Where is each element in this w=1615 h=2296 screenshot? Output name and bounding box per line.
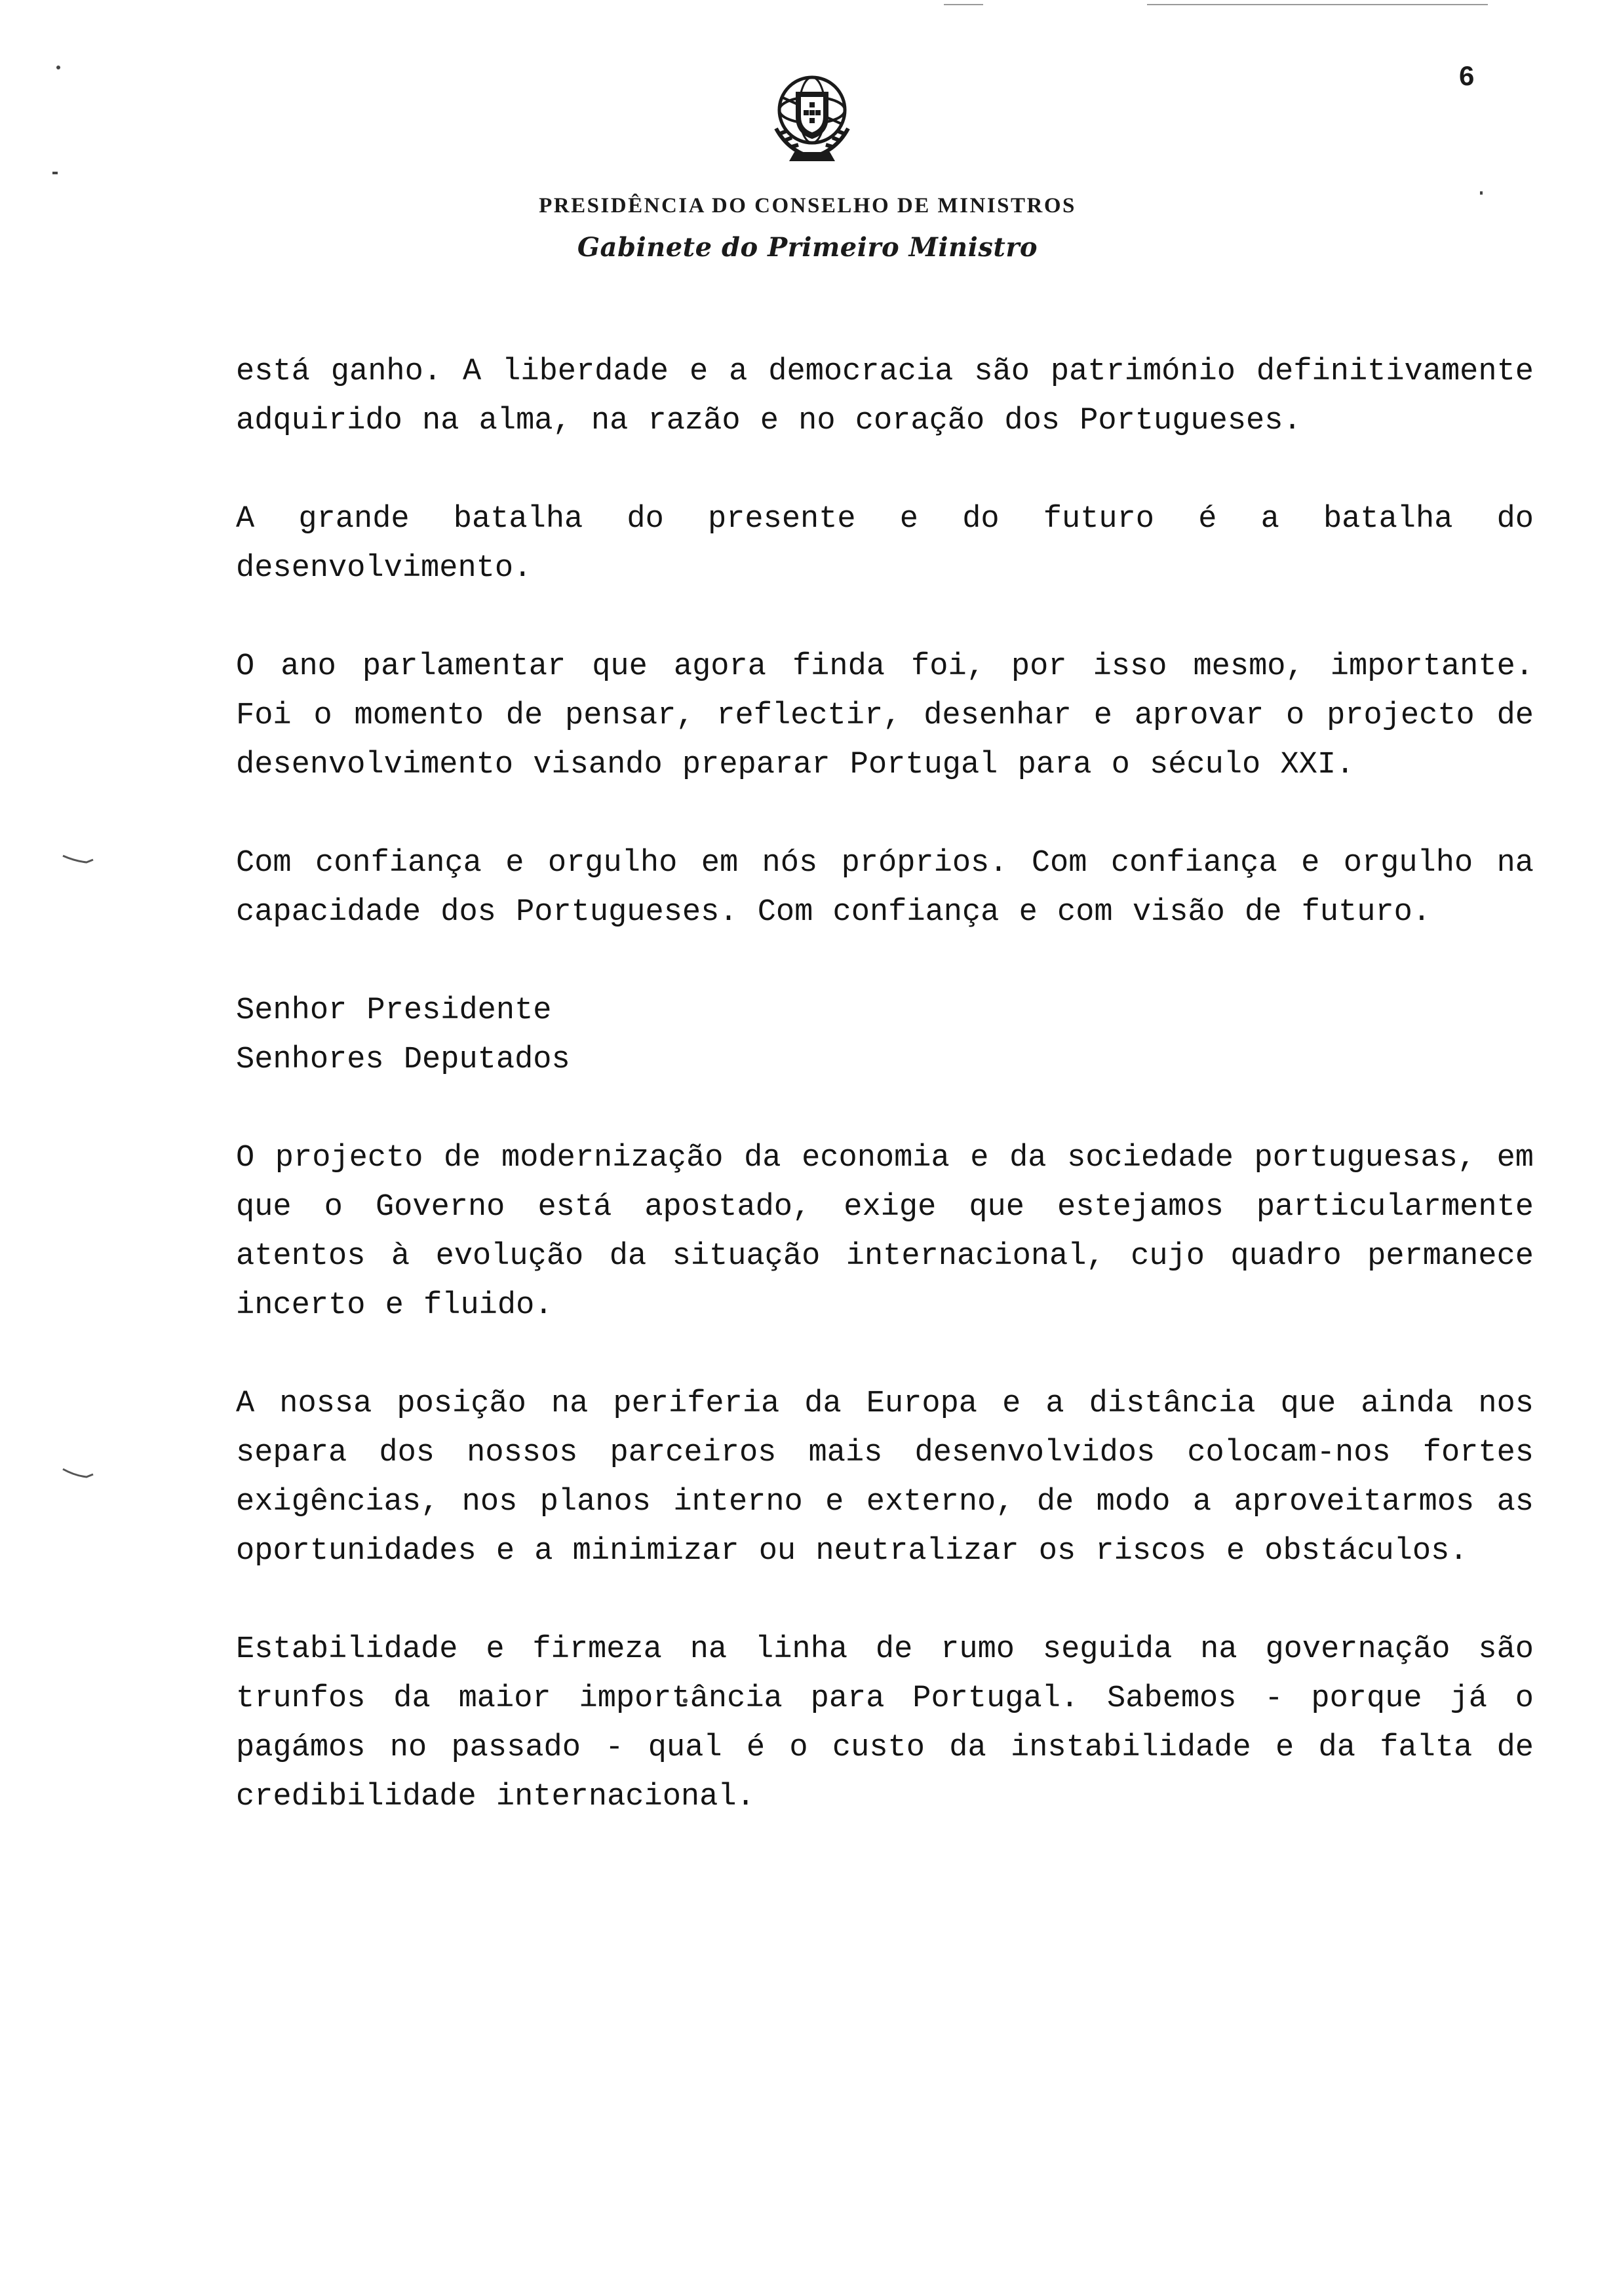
office-subheading: Gabinete do Primeiro Ministro [577, 232, 1038, 263]
paragraph: Com confiança e orgulho em nós próprios. Com confiança e orgulho na capacidade dos Portugueses. Com confiança e com visão de futuro. [236, 846, 1534, 930]
margin-mark [60, 852, 100, 865]
portuguese-coat-of-arms-icon [762, 66, 863, 164]
document-body [236, 347, 1534, 1871]
salutation-line: Senhor Presidente [236, 993, 552, 1028]
scan-artifact-line [944, 4, 983, 5]
paragraph: O projecto de modernização da economia e da sociedade portuguesas, em que o Governo está apostado, exige que estejamos particularmente atentos à evolução da situação internacional, cujo quadro permanece incerto e fluido. [236, 1141, 1534, 1323]
paragraph: O ano parlamentar que agora finda foi, por isso mesmo, importante. Foi o momento de pensar, reflectir, desenhar e aprovar o projecto de desenvolvimento visando preparar Portugal para o século XXI. [236, 649, 1534, 782]
institution-heading: PRESIDÊNCIA DO CONSELHO DE MINISTROS [539, 194, 1076, 218]
scan-speck [52, 172, 58, 174]
scan-artifact-line [1147, 4, 1488, 5]
paragraph: A grande batalha do presente e do futuro é a batalha do desenvolvimento. [236, 502, 1534, 586]
paragraph: A nossa posição na periferia da Europa e a distância que ainda nos separa dos nossos parceiros mais desenvolvidos colocam-nos fortes exigências, nos planos interno e externo, de modo a aproveitarmos as oportunidades e a minimizar ou neutralizar os riscos e obstáculos. [236, 1387, 1534, 1569]
margin-mark [60, 1466, 100, 1480]
scan-speck [56, 66, 60, 69]
paragraph: está ganho. A liberdade e a democracia são património definitivamente adquirido na alma, na razão e no coração dos Portugueses. [236, 354, 1534, 438]
salutation-line: Senhores Deputados [236, 1043, 570, 1077]
salutation [236, 986, 1534, 1084]
paragraph: Estabilidade e firmeza na linha de rumo seguida na governação são trunfos da maior importância para Portugal. Sabemos - porque já o pagámos no passado - qual é o custo da instabilidade e da falta de credibilidade internacional. [236, 1632, 1534, 1814]
page-number: 6 [1459, 60, 1475, 91]
